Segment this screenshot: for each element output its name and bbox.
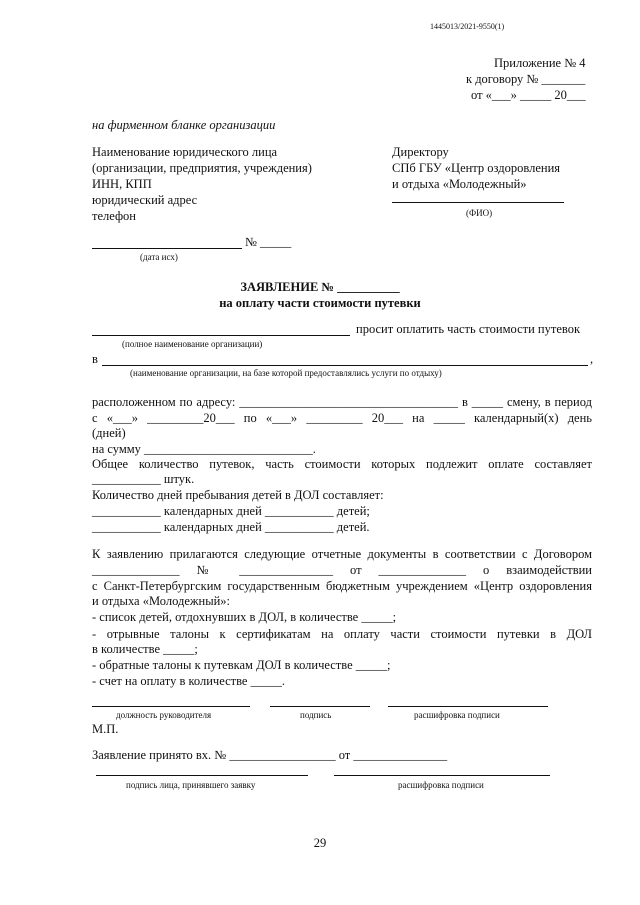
fio-line [392,202,564,203]
sender-block [92,144,312,224]
sender-line: Наименование юридического лица [92,145,278,159]
recipient-line: СПб ГБУ «Центр оздоровления [392,161,561,175]
appendix-contract: к договору № _______ [466,72,586,86]
recipient-line: Директору [392,145,449,159]
statement-subtitle: на оплату части стоимости путевки [219,296,421,310]
receiver-signature-line [96,775,308,776]
sender-line: юридический адрес [92,193,198,207]
sum-line: на сумму ___________________________. [92,442,316,456]
provider-comma: , [590,352,594,366]
attach-line: К заявлению прилагаются следующие отчетные документы в соответствии с Договором [92,547,592,561]
outgoing-date-line [92,248,242,249]
period-line: с «___» _________20___ по «___» _________ 20___ на _____ календарный(х) день [92,411,592,425]
org-name-line [92,335,350,336]
appendix-title: Приложение № 4 [494,56,586,70]
address-paragraph [92,394,592,426]
receiver-decoding-line [334,775,550,776]
receiver-caption: подпись лица, принявшего заявку [126,780,256,790]
provider-caption: (наименование организации, на базе которой предоставлялись услуги по отдыху) [130,368,442,378]
recipient-block [392,144,560,192]
request-text: просит оплатить часть стоимости путевок [356,322,581,336]
decoding-line [388,706,548,707]
position-caption: должность руководителя [116,710,212,720]
position-line [92,706,250,707]
provider-line [102,365,588,366]
signature-caption: подпись [300,710,332,720]
attach-item: - список детей, отдохнувших в ДОЛ, в количестве _____; [92,610,397,624]
attach-item: в количестве _____; [92,642,198,656]
accepted-line: Заявление принято вх. № _________________ от _______________ [92,748,448,762]
total-count-line: ___________ штук. [92,472,195,486]
sender-line: (организации, предприятия, учреждения) [92,161,312,175]
appendix-date: от «___» _____ 20___ [471,88,586,102]
signature-line [270,706,370,707]
attach-line: с Санкт-Петербургским государственным бюджетным учреждением «Центр оздоровления [92,579,592,593]
statement-title: ЗАЯВЛЕНИЕ № __________ [240,280,400,294]
doc-code: 1445013/2021-9550(1) [430,22,505,31]
decoding-caption: расшифровка подписи [414,710,500,720]
days-line: ___________ календарных дней ___________ детей. [92,520,370,534]
address-line: расположенном по адресу: ___________________________________ в _____ смену, в период [92,395,592,409]
letterhead-note: на фирменном бланке организации [92,118,276,132]
days-word: (дней) [92,426,126,440]
in-prefix: в [92,352,98,366]
fio-caption: (ФИО) [466,208,493,218]
attach-item: - отрывные талоны к сертификатам на оплату части стоимости путевки в ДОЛ [92,627,592,641]
attach-item: - счет на оплату в количестве _____. [92,674,285,688]
outgoing-date-caption: (дата исх) [140,252,178,262]
receiver-decoding-caption: расшифровка подписи [398,780,484,790]
total-paragraph [92,456,592,472]
attach-item-block [92,626,592,642]
sender-line: телефон [92,209,136,223]
sender-line: ИНН, КПП [92,177,152,191]
stamp-mark: М.П. [92,722,119,736]
page-number: 29 [313,836,327,850]
attach-paragraph [92,546,592,594]
attach-item: - обратные талоны к путевкам ДОЛ в количестве _____; [92,658,391,672]
days-header: Количество дней пребывания детей в ДОЛ составляет: [92,488,384,502]
outgoing-number: № _____ [245,235,292,249]
total-line: Общее количество путевок, часть стоимости которых подлежит оплате составляет [92,457,592,471]
attach-line: ______________ № _______________ от ______________ о взаимодействии [92,563,592,577]
attach-line: и отдыха «Молодежный»: [92,594,231,608]
days-line: ___________ календарных дней ___________ детей; [92,504,370,518]
org-caption: (полное наименование организации) [122,339,263,349]
recipient-line: и отдыха «Молодежный» [392,177,527,191]
